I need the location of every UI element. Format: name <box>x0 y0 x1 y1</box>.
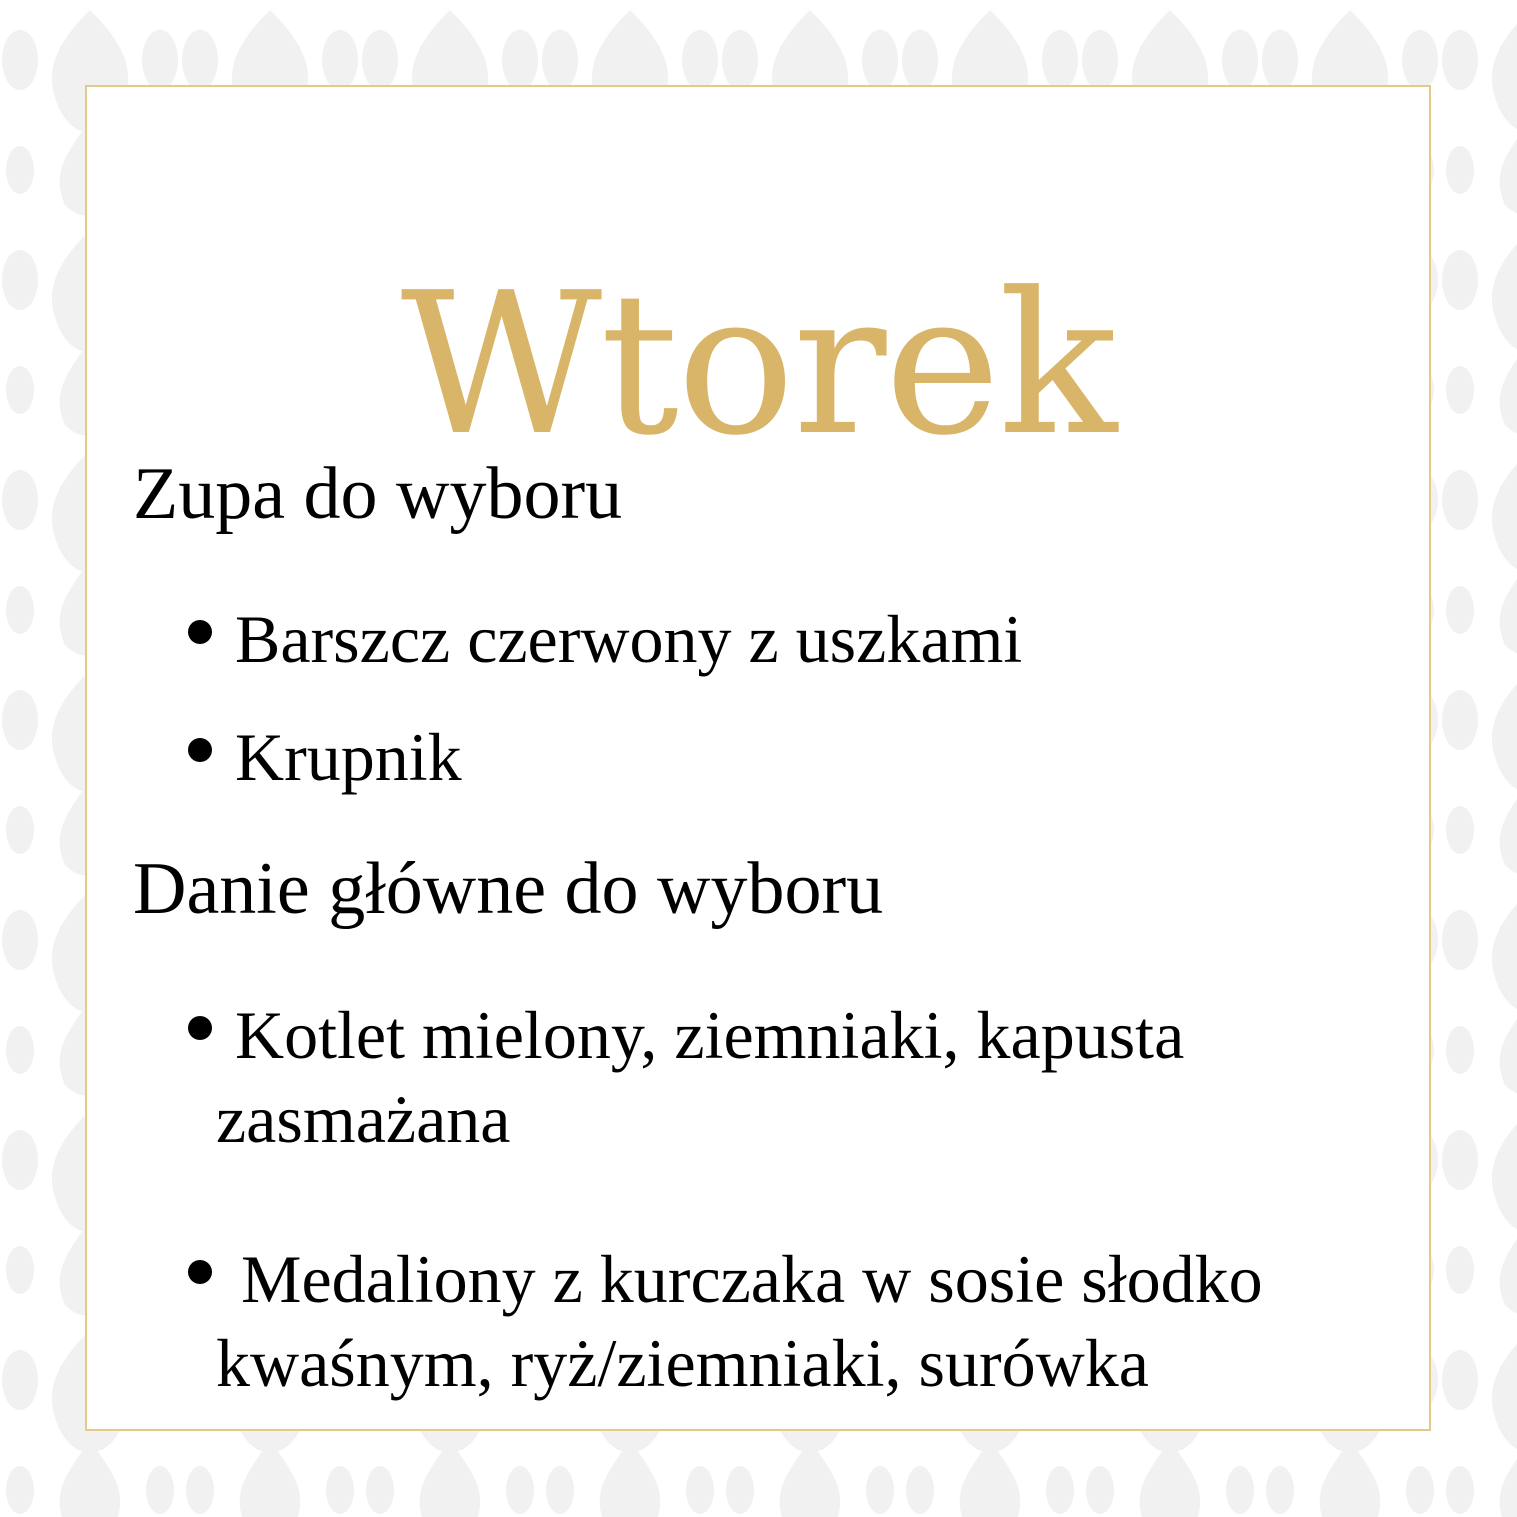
bullet-icon <box>188 1260 212 1284</box>
bullet-icon <box>188 1016 212 1040</box>
section-heading-soup: Zupa do wyboru <box>133 453 623 535</box>
list-item-continuation: zasmażana <box>216 1081 511 1157</box>
page-title: Wtorek <box>400 251 1116 479</box>
menu-card <box>85 85 1431 1431</box>
section-heading-main-course: Danie główne do wyboru <box>133 848 884 930</box>
list-item: Barszcz czerwony z uszkami <box>235 601 1023 677</box>
list-item: Krupnik <box>235 719 462 795</box>
list-item: Kotlet mielony, ziemniaki, kapusta <box>235 997 1185 1073</box>
list-item: Medaliony z kurczaka w sosie słodko <box>241 1241 1263 1317</box>
list-item-continuation: kwaśnym, ryż/ziemniaki, surówka <box>216 1325 1149 1401</box>
bullet-icon <box>188 620 212 644</box>
bullet-icon <box>188 738 212 762</box>
